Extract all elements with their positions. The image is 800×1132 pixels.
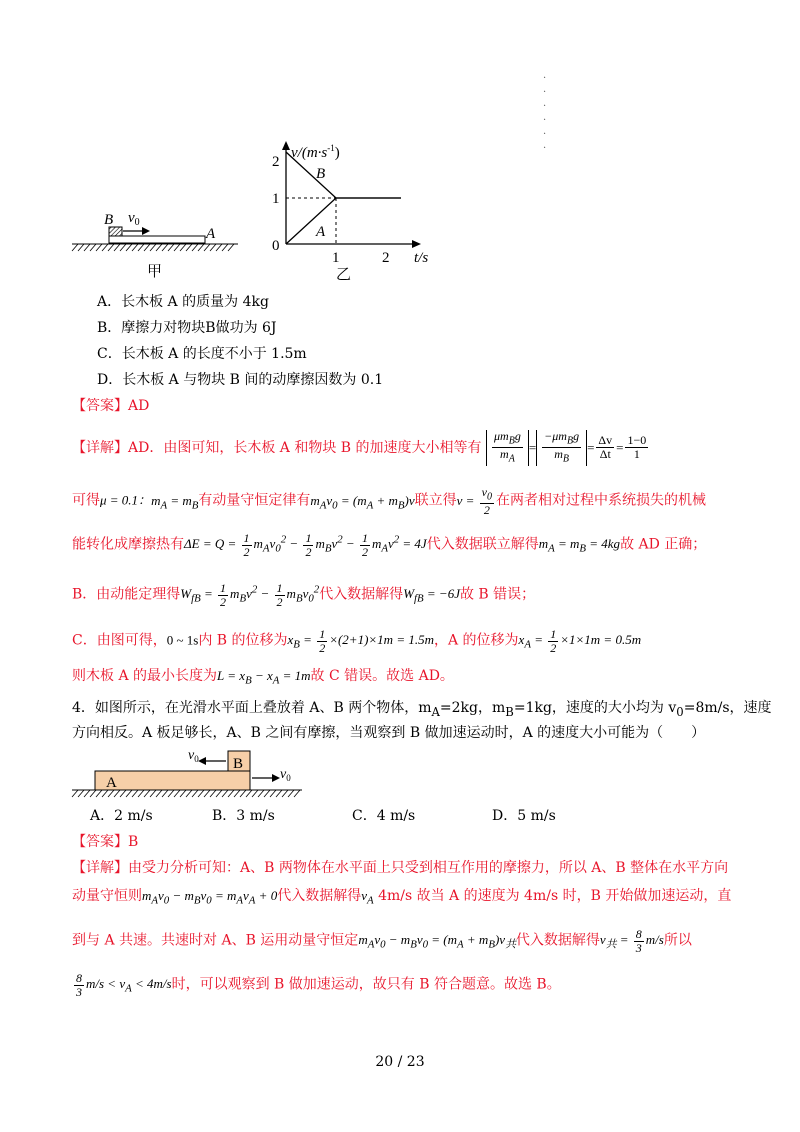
hatch-mark xyxy=(138,790,144,797)
q3-choice-C: C．长木板 A 的长度不小于 1.5m xyxy=(97,346,307,362)
q4-choice-B: B．3 m/s xyxy=(212,808,275,824)
q3-detail-line-6: 则木板 A 的最小长度为$L = x_B - x_A = 1m$故 C 错误。故选 AD。 xyxy=(72,668,454,687)
q4-fig-B: B xyxy=(233,756,244,772)
q4-stem-line-2: 方向相反。A 板足够长，A、B 之间有摩擦，当观察到 B 做加速运动时，A 的速度大小可能为（ ） xyxy=(72,725,706,741)
hatch-mark xyxy=(294,790,300,797)
hatch-mark xyxy=(144,244,150,251)
hatch-mark xyxy=(174,244,180,251)
hatch-mark xyxy=(72,790,78,797)
y-tick-2: 2 xyxy=(272,154,280,170)
hatch-mark xyxy=(204,244,210,251)
hatch-mark xyxy=(186,244,192,251)
q4-detail-line-3: 到与 A 共速。共速时对 A、B 运用动量守恒定$m_Av_0 - m_Bv_0 = (m_A + m_B)v_共$代入数据解得$v_共$ = $\frac{8}{3}$ m/s所以 xyxy=(72,927,692,955)
hatch-mark xyxy=(96,244,102,251)
hatch-mark xyxy=(150,244,156,251)
q3-answer xyxy=(72,396,149,416)
hatch-mark xyxy=(156,244,162,251)
hatch-mark xyxy=(114,790,120,797)
hatch-mark xyxy=(84,244,90,251)
q3-detail-line-3: 能转化成摩擦热有ΔE = Q = $\frac{1}{2}$ $m_Av_0^2$ − $\frac{1}{2}$ $m_Bv^2$ − $\frac{1}{2}$ $m_Av^2 = 4J$代入数据联立解得$m_A = m_B = 4kg$故 AD 正确； xyxy=(72,530,707,559)
hatch-mark xyxy=(228,244,234,251)
x-axis-label: t/s xyxy=(414,250,429,266)
hatch-mark xyxy=(210,790,216,797)
hatch-mark xyxy=(204,790,210,797)
fig-jia-label-v0: $v_0$ xyxy=(128,210,140,228)
fig-jia-label-B: B xyxy=(104,212,114,228)
hatch-mark xyxy=(108,244,114,251)
x-tick-1: 1 xyxy=(332,250,340,266)
hatch-mark xyxy=(186,790,192,797)
q3-detail-line-5: C．由图可得，0 ~ 1s内 B 的位移为$x_B$ = $\frac{1}{2}$ ×(2+1)×1m = 1.5m，A 的位移为$x_A$ = $\frac{1}{2}$ ×1×1m = 0.5m xyxy=(72,627,642,655)
q4-choice-A: A．2 m/s xyxy=(90,808,153,824)
hatch-mark xyxy=(90,790,96,797)
q3-choice-A: A．长木板 A 的质量为 4kg xyxy=(97,294,269,310)
page-number: 20 / 23 xyxy=(375,1054,425,1070)
hatch-mark xyxy=(162,244,168,251)
hatch-mark xyxy=(222,790,228,797)
hatch-mark xyxy=(108,790,114,797)
hatch-mark xyxy=(132,244,138,251)
line-B-label: B xyxy=(316,166,326,182)
hatch-mark xyxy=(72,244,78,251)
hatch-mark xyxy=(222,244,228,251)
hatch-mark xyxy=(252,790,258,797)
hatch-mark xyxy=(102,244,108,251)
q4-choice-C: C．4 m/s xyxy=(352,808,416,824)
hatch-mark xyxy=(168,244,174,251)
hatch-mark xyxy=(120,790,126,797)
hatch-mark xyxy=(198,244,204,251)
fig-jia-caption: 甲 xyxy=(147,262,163,280)
hatch-mark xyxy=(198,790,204,797)
q4-fig-A: A xyxy=(106,775,117,791)
hatch-mark xyxy=(180,244,186,251)
hatch-mark xyxy=(234,790,240,797)
line-A-label: A xyxy=(316,224,326,240)
answer-value: AD xyxy=(128,398,150,414)
mu-value: μ = 0.1： xyxy=(100,492,152,508)
hatch-mark xyxy=(270,790,276,797)
hatch-mark xyxy=(192,790,198,797)
q3-detail-line-4: B．由动能定理得$W_{fB}$ = $\frac{1}{2}$ $m_Bv^2$ − $\frac{1}{2}$ $m_Bv_0^2$代入数据解得$W_{fB} = -6J$故 B 错误； xyxy=(72,580,536,609)
hatch-mark xyxy=(258,790,264,797)
hatch-mark xyxy=(216,244,222,251)
hatch-mark xyxy=(180,790,186,797)
hatch-mark xyxy=(240,790,246,797)
hatch-mark xyxy=(90,244,96,251)
fig-jia-label-A: A xyxy=(206,226,216,242)
q3-detail-line-1: 【详解】AD．由图可知，长木板 A 和物块 B 的加速度大小相等有 $\frac{\mu m_Bg}{m_A}$ = $\frac{-\mu m_Bg}{m_B}$ = $\frac{\Delta v}{\Delta t}$ = $\frac{1-0}{1}$ xyxy=(72,429,647,465)
hatch-mark xyxy=(84,790,90,797)
hatch-mark xyxy=(138,244,144,251)
hatch-mark xyxy=(168,790,174,797)
hatch-mark xyxy=(78,244,84,251)
origin-label: 0 xyxy=(272,238,280,254)
hatch-mark xyxy=(276,790,282,797)
figure-jia xyxy=(70,200,250,280)
hatch-mark xyxy=(120,244,126,251)
answer-tag: 【答案】 xyxy=(72,398,128,414)
abs-expr-1: $\frac{\mu m_Bg}{m_A}$ xyxy=(486,430,529,466)
hatch-mark xyxy=(264,790,270,797)
board-A xyxy=(109,236,205,243)
series-line-A xyxy=(286,198,401,244)
hatch-mark xyxy=(282,790,288,797)
hatch-mark xyxy=(126,244,132,251)
q4-answer: 【答案】B xyxy=(72,834,139,850)
hatch-mark xyxy=(144,790,150,797)
hatch-mark xyxy=(150,790,156,797)
frac-result: $\frac{1-0}{1}$ xyxy=(627,433,647,462)
q4-choice-D: D．5 m/s xyxy=(492,808,556,824)
q4-figure xyxy=(70,744,310,800)
hatch-mark xyxy=(162,790,168,797)
hatch-mark xyxy=(246,790,252,797)
hatch-mark xyxy=(288,790,294,797)
detail-tag: 【详解】 xyxy=(72,439,128,456)
q3-choice-D: D．长木板 A 与物块 B 间的动摩擦因数为 0.1 xyxy=(97,372,384,388)
hatch-mark xyxy=(126,790,132,797)
fig-yi-caption: 乙 xyxy=(336,265,352,280)
figure-yi xyxy=(266,138,446,280)
q4-detail-line-2: 动量守恒则$m_Av_0 - m_Bv_0 = m_Av_A + 0$代入数据解得$v_A$ 4m/s 故当 A 的速度为 4m/s 时，B 开始做加速运动，直 xyxy=(72,888,732,907)
margin-dots: · · · · · · xyxy=(543,73,547,154)
hatch-mark xyxy=(96,790,102,797)
hatch-mark xyxy=(228,790,234,797)
abs-expr-2: $\frac{-\mu m_Bg}{m_B}$ xyxy=(536,430,587,466)
hatch-mark xyxy=(114,244,120,251)
y-axis-label: $v/(m\cdot s^{-1})$ xyxy=(291,143,340,161)
q4-stem-line-1: 4．如图所示，在光滑水平面上叠放着 A、B 两个物体，$m_A=2kg$，$m_B=1kg$，速度的大小均为 $v_0=8m/s$，速度 xyxy=(72,700,772,719)
q3-detail-line-2: 可得μ = 0.1：$m_A = m_B$有动量守恒定律有$m_Av_0 = (m_A + m_B)v$联立得v = $\frac{v_0}{2}$ 在两者相对过程中系统损失的机械 xyxy=(72,485,706,518)
hatch-mark xyxy=(132,790,138,797)
hatch-mark xyxy=(174,790,180,797)
q4-detail-line-4: $\frac{8}{3}$ $m/s < v_A < 4m/s$时，可以观察到 B 做加速运动，故只有 B 符合题意。故选 B。 xyxy=(76,971,561,999)
dv-dt: $\frac{\Delta v}{\Delta t}$ xyxy=(598,433,613,462)
x-tick-2: 2 xyxy=(382,250,390,266)
hatch-mark xyxy=(192,244,198,251)
q3-choice-B: B．摩擦力对物块B做功为 6J xyxy=(97,320,277,336)
svg-text:v0: $v_0$ xyxy=(188,748,199,764)
q4-detail-line-1: 【详解】由受力分析可知：A、B 两物体在水平面上只受到相互作用的摩擦力，所以 A、B 整体在水平方向 xyxy=(72,860,729,876)
detail-text-1: AD．由图可知，长木板 A 和物块 B 的加速度大小相等有 xyxy=(128,439,482,456)
hatch-mark xyxy=(78,790,84,797)
hatch-mark xyxy=(156,790,162,797)
svg-text:v0: $v_0$ xyxy=(280,767,291,783)
y-tick-1: 1 xyxy=(272,191,280,207)
hatch-mark xyxy=(102,790,108,797)
hatch-mark xyxy=(216,790,222,797)
hatch-mark xyxy=(210,244,216,251)
board-A-q4 xyxy=(95,771,250,790)
